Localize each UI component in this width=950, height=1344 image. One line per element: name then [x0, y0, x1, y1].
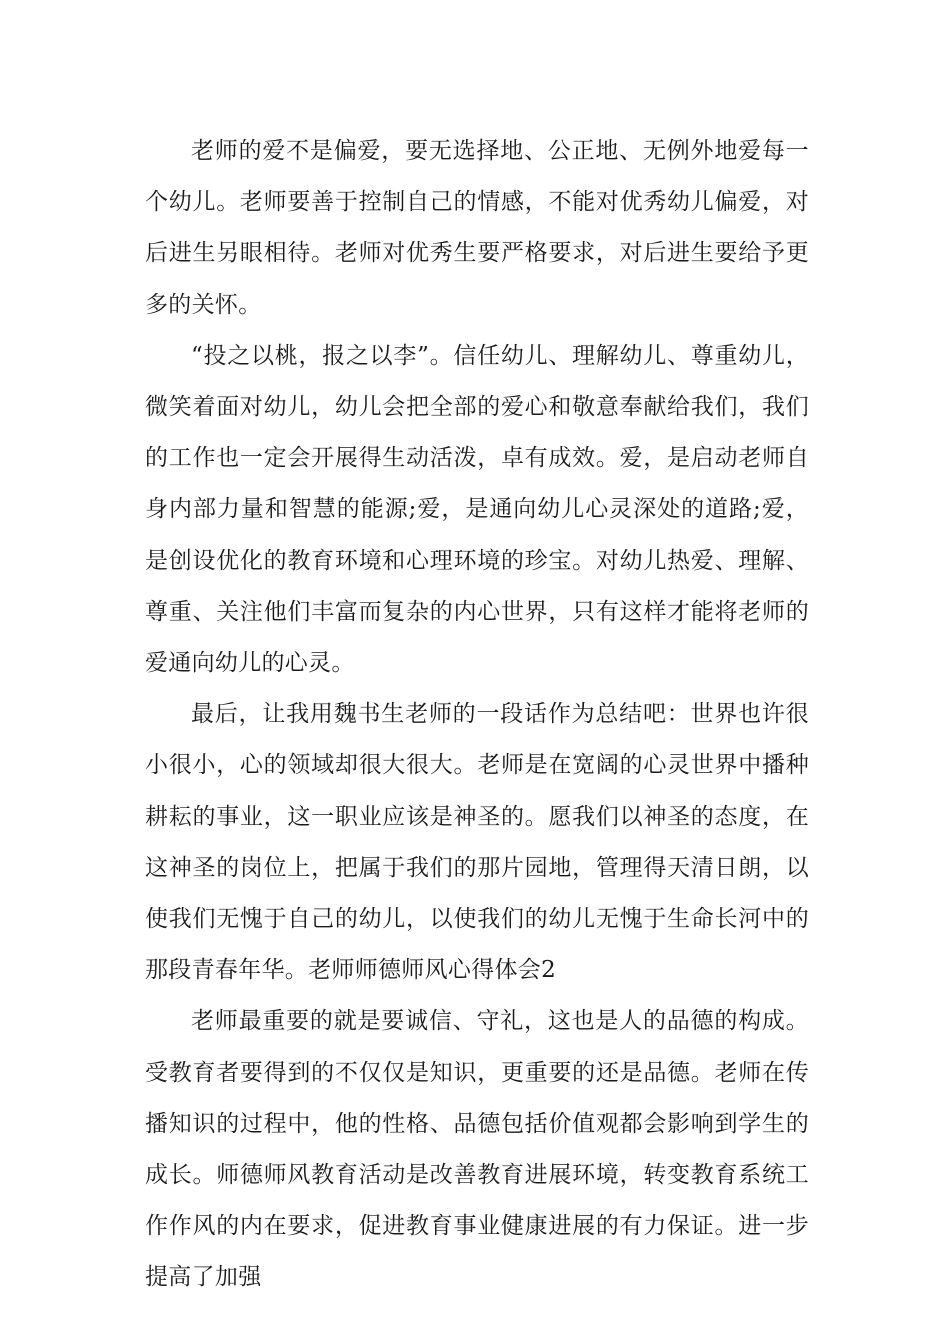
paragraph-integrity: 老师最重要的就是要诚信、守礼，这也是人的品德的构成。受教育者要得到的不仅仅是知识，更重要的还是品德。老师在传播知识的过程中，他的性格、品德包括价值观都会影响到学生的成长。师德师风教育活动是改善教育进展环境，转变教育系统工作作风的内在要求，促进教育事业健康进展的有力保证。进一步提高了加强 — [145, 1008, 809, 1291]
paragraph-teacher-love: 老师的爱不是偏爱，要无选择地、公正地、无例外地爱每一个幼儿。老师要善于控制自己的情感，不能对优秀幼儿偏爱，对后进生另眼相待。老师对优秀生要严格要求，对后进生要给予更多的关怀。 — [145, 138, 809, 318]
paragraph-trust-children: “投之以桃，报之以李”。信任幼儿、理解幼儿、尊重幼儿，微笑着面对幼儿，幼儿会把全部的爱心和敬意奉献给我们，我们的工作也一定会开展得生动活泼，卓有成效。爱，是启动老师自身内部力量和智慧的能源;爱，是通向幼儿心灵深处的道路;爱，是创设优化的教育环境和心理环境的珍宝。对幼儿热爱、理解、尊重、关注他们丰富而复杂的内心世界，只有这样才能将老师的爱通向幼儿的心灵。 — [145, 342, 809, 677]
paragraph-conclusion: 最后，让我用魏书生老师的一段话作为总结吧：世界也许很小很小，心的领域却很大很大。老师是在宽阔的心灵世界中播种耕耘的事业，这一职业应该是神圣的。愿我们以神圣的态度，在这神圣的岗位上，把属于我们的那片园地，管理得天清日朗，以使我们无愧于自己的幼儿，以使我们的幼儿无愧于生命长河中的那段青春年华。老师师德师风心得体会2 — [145, 701, 809, 984]
document-body — [145, 126, 809, 1304]
